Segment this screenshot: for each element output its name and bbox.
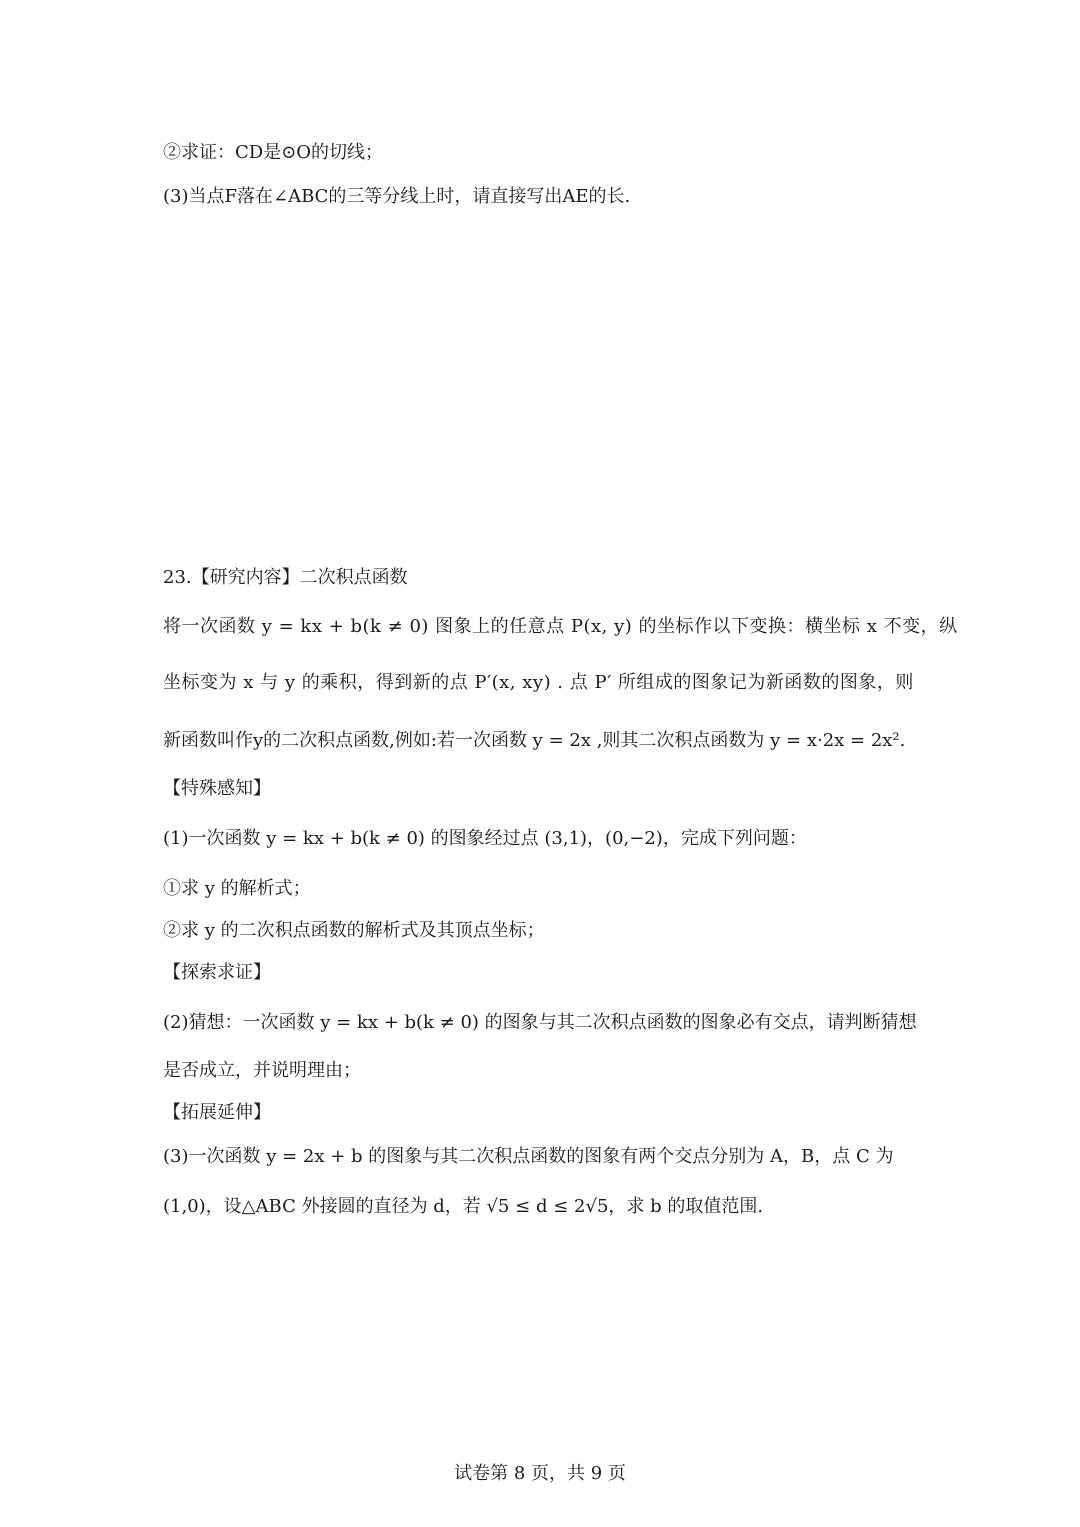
section-heading-explore: 【探索求证】 (163, 962, 271, 983)
prev-question-sub3: (3)当点F落在∠ABC的三等分线上时，请直接写出AE的长. (163, 186, 631, 207)
prev-question-sub2: ②求证：CD是⊙O的切线； (163, 142, 384, 163)
q23-intro-line2: 坐标变为 x 与 y 的乘积，得到新的点 P′(x, xy) . 点 P′ 所组成的图象记为新函数的图象，则 (163, 672, 914, 693)
q23-part3-line2: (1,0)，设△ABC 外接圆的直径为 d，若 √5 ≤ d ≤ 2√5，求 b 的取值范围. (163, 1196, 764, 1217)
page-footer: 试卷第 8 页，共 9 页 (454, 1463, 626, 1484)
q23-intro-line3: 新函数叫作y的二次积点函数,例如:若一次函数 y = 2x ,则其二次积点函数为 y = x·2x = 2x². (163, 730, 906, 751)
section-heading-extend: 【拓展延伸】 (163, 1102, 271, 1123)
q23-part1-sub1: ①求 y 的解析式； (163, 878, 311, 899)
q23-part1: (1)一次函数 y = kx + b(k ≠ 0) 的图象经过点 (3,1)，(0,−2)，完成下列问题： (163, 828, 807, 849)
q23-title: 23.【研究内容】二次积点函数 (163, 567, 408, 588)
q23-part3-line1: (3)一次函数 y = 2x + b 的图象与其二次积点函数的图象有两个交点分别为 A，B，点 C 为 (163, 1146, 894, 1167)
section-heading-special: 【特殊感知】 (163, 778, 271, 799)
q23-part2-line2: 是否成立，并说明理由； (163, 1060, 361, 1081)
q23-part1-sub2: ②求 y 的二次积点函数的解析式及其顶点坐标； (163, 920, 545, 941)
q23-part2-line1: (2)猜想：一次函数 y = kx + b(k ≠ 0) 的图象与其二次积点函数的图象必有交点，请判断猜想 (163, 1012, 917, 1033)
q23-intro-line1: 将一次函数 y = kx + b(k ≠ 0) 图象上的任意点 P(x, y) 的坐标作以下变换：横坐标 x 不变，纵 (163, 616, 958, 637)
